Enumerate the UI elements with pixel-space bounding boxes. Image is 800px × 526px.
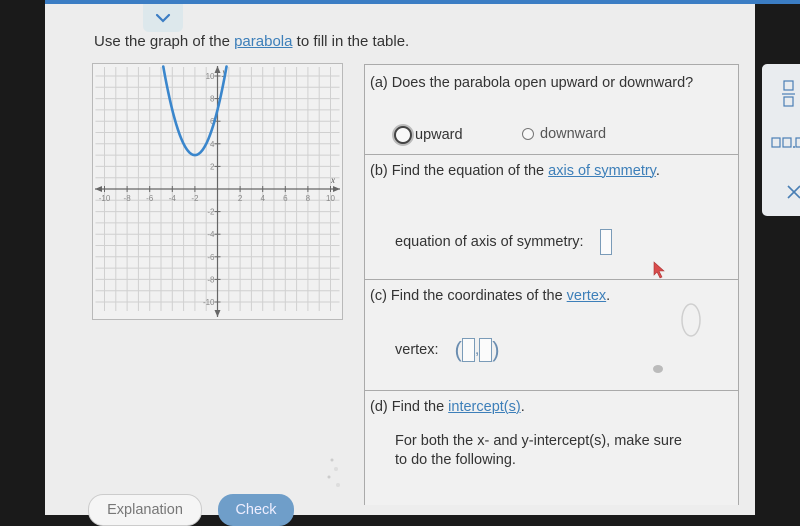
x-tick-label: 4 [260,194,265,203]
collapse-toggle-button[interactable] [143,4,183,32]
option-downward-label: downward [540,126,607,142]
x-tick-label: 2 [237,194,243,203]
part-c-question [370,288,610,304]
x-tick-label: -8 [123,194,131,203]
y-tick-label: -2 [207,207,215,217]
x-tick-label: 8 [305,194,311,203]
part-c-text-after: . [606,288,611,304]
radio-upward[interactable] [394,126,412,144]
math-tools-panel [762,64,800,216]
part-d-text-after: . [520,399,525,415]
y-tick-label: 10 [205,72,215,81]
x-tick-label: -6 [146,194,154,203]
y-axis-label: y [222,67,227,77]
answer-table [364,64,739,505]
y-tick-label: -6 [207,252,215,262]
intercepts-link[interactable]: intercept(s) [448,399,521,415]
row-part-b [365,155,738,280]
part-d-instruction-line2: to do the following. [395,452,516,468]
row-part-d [365,391,738,505]
chevron-down-icon [155,13,171,23]
problem-prompt [94,33,409,50]
radio-downward[interactable] [522,128,534,140]
mixed-number-icon[interactable] [771,136,800,150]
vertex-comma: , [474,341,480,358]
parabola-link[interactable]: parabola [234,33,293,50]
x-axis-arrow-left [95,186,102,192]
part-b-question [370,163,660,179]
prompt-text-after: to fill in the table. [292,33,410,50]
axis-of-symmetry-link[interactable]: axis of symmetry [548,163,656,179]
x-tick-label: 6 [283,194,288,203]
row-part-c [365,280,738,391]
y-axis-arrow-down [215,310,221,317]
screen-glare-mark [677,300,707,350]
part-b-text-after: . [655,163,660,179]
vertex-link[interactable]: vertex [566,288,607,304]
option-upward-label: upward [415,127,463,143]
x-tick-label: 10 [326,194,335,203]
y-axis-arrow-up [215,66,221,73]
option-downward[interactable] [522,126,606,142]
axis-answer-label: equation of axis of symmetry: [395,233,584,250]
screen-smudge [653,365,663,373]
parabola-graph [92,63,343,320]
close-icon[interactable] [786,184,800,200]
part-d-instruction-line1: For both the x- and y-intercept(s), make sure [395,433,682,449]
axis-of-symmetry-input[interactable] [600,229,612,255]
option-upward[interactable] [394,126,463,144]
vertex-y-input[interactable] [479,338,492,362]
part-a-question: (a) Does the parabola open upward or downward? [370,75,694,91]
y-tick-label: 2 [210,162,215,172]
x-axis-label: x [331,175,335,185]
prompt-text-before: Use the graph of the [94,33,235,50]
part-c-text-before: (c) Find the coordinates of the [370,288,567,304]
x-tick-label: -2 [191,194,199,203]
fraction-icon[interactable] [782,80,796,108]
check-button[interactable]: Check [218,494,294,526]
row-part-a [365,65,738,155]
explanation-button[interactable]: Explanation [88,494,202,526]
vertex-answer-line [395,337,500,363]
y-tick-label: -10 [202,298,215,307]
vertex-close-paren: ) [492,337,500,362]
x-tick-label: -10 [98,194,111,203]
y-tick-label: -8 [207,275,215,285]
part-d-text-before: (d) Find the [370,399,449,415]
graph-canvas [93,64,342,319]
part-d-question [370,399,525,415]
screen-glare-dots [320,455,350,495]
mouse-cursor-icon [652,261,668,279]
vertex-answer-label: vertex: [395,342,439,358]
y-tick-label: 4 [210,139,215,149]
part-b-text-before: (b) Find the equation of the [370,163,549,179]
axis-answer-line [395,229,612,255]
vertex-x-input[interactable] [462,338,475,362]
vertex-open-paren: ( [454,337,462,362]
y-tick-label: 8 [210,94,215,104]
y-tick-label: -4 [207,230,215,240]
y-tick-label: 6 [210,117,215,127]
x-axis-arrow-right [333,186,340,192]
x-tick-label: -4 [168,194,176,203]
